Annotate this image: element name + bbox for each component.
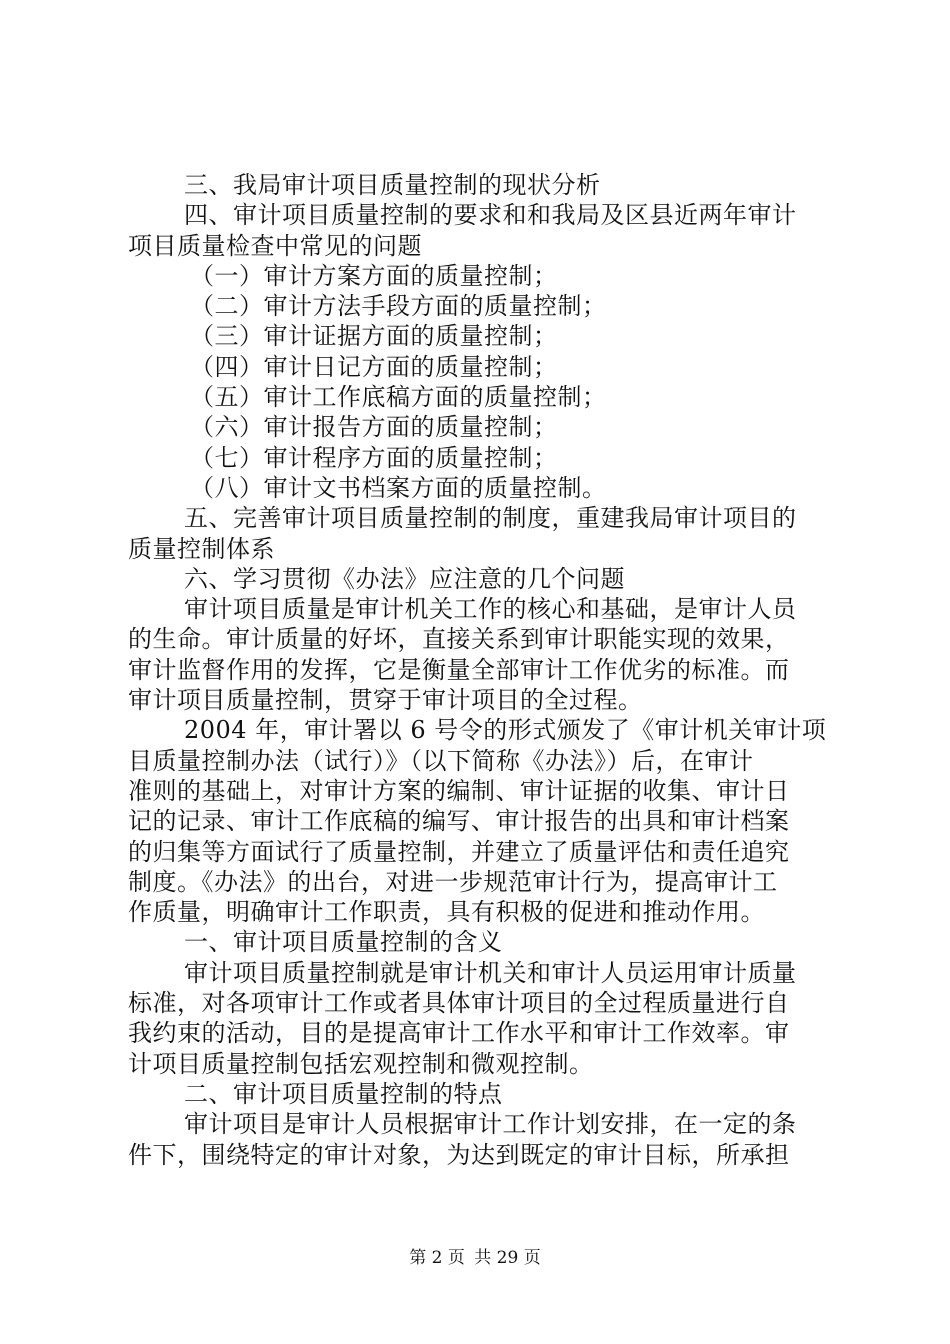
text-line: （五）审计工作底稿方面的质量控制； [190, 383, 607, 412]
text-line: 制度。《办法》的出台，对进一步规范审计行为，提高审计工 [128, 867, 778, 896]
text-line: 审计项目是审计人员根据审计工作计划安排，在一定的条 [184, 1110, 797, 1139]
page-footer [0, 1243, 950, 1268]
text-line: （七）审计程序方面的质量控制； [190, 443, 558, 472]
text-line: 四、审计项目质量控制的要求和和我局及区县近两年审计 [184, 201, 797, 230]
page-total: 共 29 页 [474, 1248, 541, 1268]
text-line: （三）审计证据方面的质量控制； [190, 322, 558, 351]
text-line: 审计项目质量是审计机关工作的核心和基础，是审计人员 [184, 595, 797, 624]
text-line: （二）审计方法手段方面的质量控制； [190, 292, 607, 321]
text-line: 2004 年，审计署以 6 号令的形式颁发了《审计机关审计项 [184, 716, 827, 745]
text-line: 的归集等方面试行了质量控制，并建立了质量评估和责任追究 [128, 837, 790, 866]
text-line: 记的记录、审计工作底稿的编写、审计报告的出具和审计档案 [128, 807, 790, 836]
text-line: （四）审计日记方面的质量控制； [190, 352, 558, 381]
page-number: 第 2 页 [409, 1248, 465, 1268]
text-line: 标准，对各项审计工作或者具体审计项目的全过程质量进行自 [128, 989, 790, 1018]
text-line: 审计项目质量控制就是审计机关和审计人员运用审计质量 [184, 958, 797, 987]
text-line: 我约束的活动，目的是提高审计工作水平和审计工作效率。审 [128, 1019, 790, 1048]
text-line: 三、我局审计项目质量控制的现状分析 [184, 171, 601, 199]
text-line: 二、审计项目质量控制的特点 [184, 1079, 503, 1108]
text-line: 五、完善审计项目质量控制的制度，重建我局审计项目的 [184, 504, 797, 533]
text-line: 作质量，明确审计工作职责，具有积极的促进和推动作用。 [128, 898, 765, 927]
text-line: 质量控制体系 [128, 534, 275, 563]
text-line: 准则的基础上，对审计方案的编制、审计证据的收集、审计日 [128, 776, 790, 805]
text-line: 审计项目质量控制，贯穿于审计项目的全过程。 [128, 686, 643, 715]
text-line: 计项目质量控制包括宏观控制和微观控制。 [128, 1049, 594, 1078]
document-body [128, 170, 834, 1170]
text-line: 项目质量检查中常见的问题 [128, 231, 422, 260]
text-line: （一）审计方案方面的质量控制； [190, 261, 558, 290]
text-line: 目质量控制办法（试行）》（以下简称《办法》）后，在审计 [128, 746, 754, 775]
text-line: 件下，围绕特定的审计对象，为达到既定的审计目标，所承担 [128, 1140, 790, 1169]
text-line: 六、学习贯彻《办法》应注意的几个问题 [184, 564, 625, 593]
text-line: 一、审计项目质量控制的含义 [184, 928, 503, 957]
text-line: 的生命。审计质量的好坏，直接关系到审计职能实现的效果， [128, 625, 790, 654]
text-line: 审计监督作用的发挥，它是衡量全部审计工作优劣的标准。而 [128, 655, 790, 684]
text-line: （八）审计文书档案方面的质量控制。 [190, 473, 607, 502]
text-line: （六）审计报告方面的质量控制； [190, 413, 558, 442]
